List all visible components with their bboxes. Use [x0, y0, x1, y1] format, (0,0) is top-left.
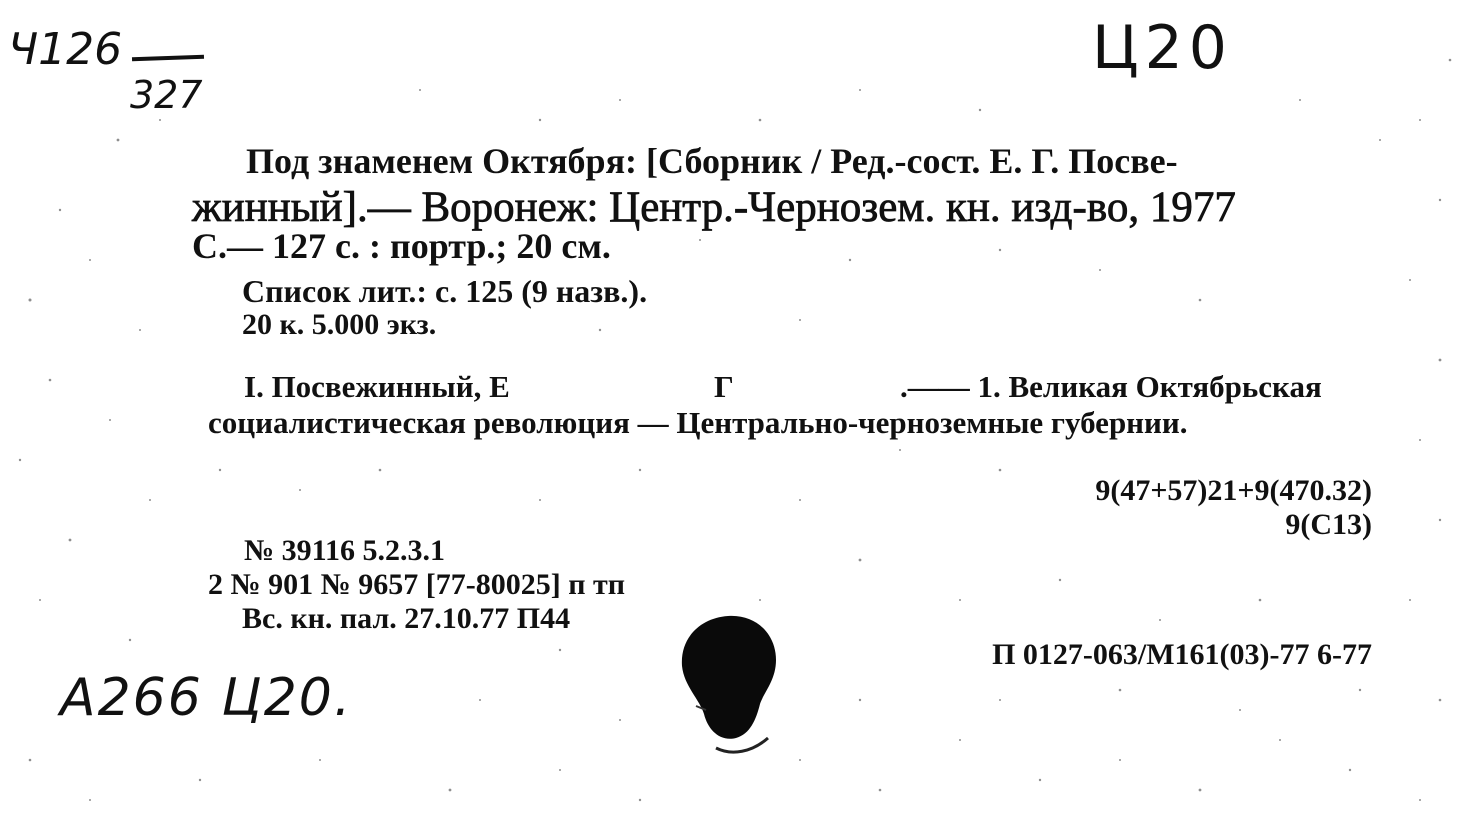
- registry-line-2: 2 № 901 № 9657 [77-80025] п тп: [208, 568, 626, 601]
- punch-hole: [676, 612, 786, 762]
- description-line-1: Под знаменем Октября: [Сборник / Ред.-сост. Е. Г. Посве-: [246, 141, 1178, 181]
- tracing-line-2: социалистическая революция — Центрально-черноземные губернии.: [208, 405, 1188, 440]
- tracing-line-1-initial: Г: [714, 369, 734, 404]
- tracing-line-1-author: I. Посвежинный, Е: [244, 369, 510, 404]
- registry-line-3: Вс. кн. пал. 27.10.77 П44: [242, 602, 571, 635]
- handwritten-inventory-fraction: 327: [130, 73, 203, 117]
- handwritten-accession-code: A266 Ц20.: [60, 668, 353, 728]
- description-line-3: С.— 127 с. : портр.; 20 см.: [192, 226, 611, 266]
- bibliography-note: Список лит.: с. 125 (9 назв.).: [242, 273, 648, 309]
- price-and-print-run: 20 к. 5.000 экз.: [242, 308, 437, 341]
- tracing-line-1-subject: .—— 1. Великая Октябрьская: [900, 369, 1322, 404]
- handwritten-shelf-code: Ц20: [1092, 13, 1233, 83]
- classification-index-2: 9(С13): [1285, 508, 1372, 541]
- classification-index-1: 9(47+57)21+9(470.32): [1095, 474, 1372, 507]
- registry-line-1: № 39116 5.2.3.1: [244, 534, 445, 567]
- handwritten-inventory-number: Ч126: [8, 24, 123, 75]
- description-line-2: жинный].— Воронеж: Центр.-Чернозем. кн. изд-во, 1977: [192, 184, 1236, 231]
- publisher-index-code: П 0127-063/М161(03)-77 6-77: [992, 638, 1372, 671]
